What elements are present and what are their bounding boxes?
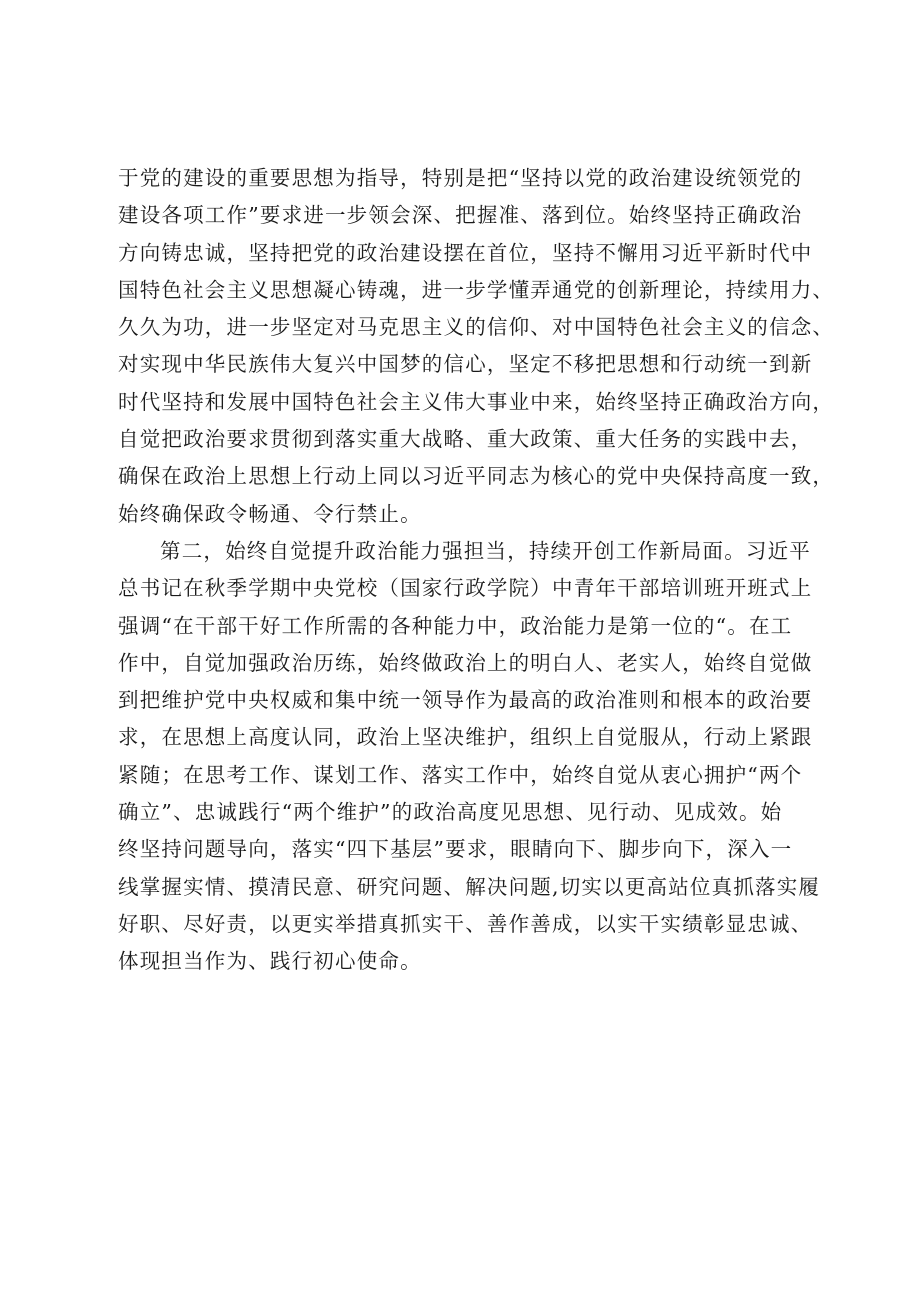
text-line: 求，在思想上高度认同，政治上坚决维护，组织上自觉服从，行动上紧跟 (118, 725, 813, 750)
paragraph-2 (118, 533, 828, 981)
text-line: 确立”、忠诚践行“两个维护”的政治高度见思想、见行动、见成效。始 (118, 800, 783, 825)
text-line: 第二，始终自觉提升政治能力强担当，持续开创工作新局面。习近平 (160, 538, 811, 563)
text-line: 确保在政治上思想上行动上同以习近平同志为核心的党中央保持高度一致， (118, 464, 835, 489)
text-line: 强调“在干部干好工作所需的各种能力中，政治能力是第一位的“。在工 (118, 613, 793, 638)
text-line: 终坚持问题导向，落实“四下基层”要求，眼睛向下、脚步向下，深入一 (118, 837, 793, 862)
text-line: 到把维护党中央权威和集中统一领导作为最高的政治准则和根本的政治要 (118, 688, 813, 713)
text-line: 好职、尽好责，以更实举措真抓实干、善作善成，以实干实绩彰显忠诚、 (118, 911, 813, 936)
text-line: 国特色社会主义思想凝心铸魂，进一步学懂弄通党的创新理论，持续用力、 (118, 277, 835, 302)
text-line: 于党的建设的重要思想为指导，特别是把“坚持以党的政治建设统领党的 (118, 166, 803, 190)
paragraph-1 (118, 160, 835, 533)
text-line: 作中，自觉加强政治历练，始终做政治上的明白人、老实人，始终自觉做 (118, 650, 813, 675)
text-line: 始终确保政令畅通、令行禁止。 (118, 501, 422, 526)
text-line: 对实现中华民族伟大复兴中国梦的信心，坚定不移把思想和行动统一到新 (118, 352, 813, 377)
text-line: 久久为功，进一步坚定对马克思主义的信仰、对中国特色社会主义的信念、 (118, 315, 835, 340)
text-line: 总书记在秋季学期中央党校（国家行政学院）中青年干部培训班开班式上 (118, 576, 813, 601)
text-line: 紧随；在思考工作、谋划工作、落实工作中，始终自觉从衷心拥护“两个 (118, 762, 803, 787)
body-text (118, 160, 835, 981)
text-line: 自觉把政治要求贯彻到落实重大战略、重大政策、重大任务的实践中去， (118, 427, 813, 452)
text-line: 线掌握实情、摸清民意、研究问题、解决问题,切实以更高站位真抓落实履 (118, 874, 821, 899)
text-line: 时代坚持和发展中国特色社会主义伟大事业中来，始终坚持正确政治方向， (118, 389, 835, 414)
text-line: 建设各项工作”要求进一步领会深、把握准、落到位。始终坚持正确政治 (118, 203, 803, 228)
text-line: 体现担当作为、践行初心使命。 (118, 949, 422, 974)
text-line: 方向铸忠诚，坚持把党的政治建设摆在首位，坚持不懈用习近平新时代中 (118, 240, 813, 265)
